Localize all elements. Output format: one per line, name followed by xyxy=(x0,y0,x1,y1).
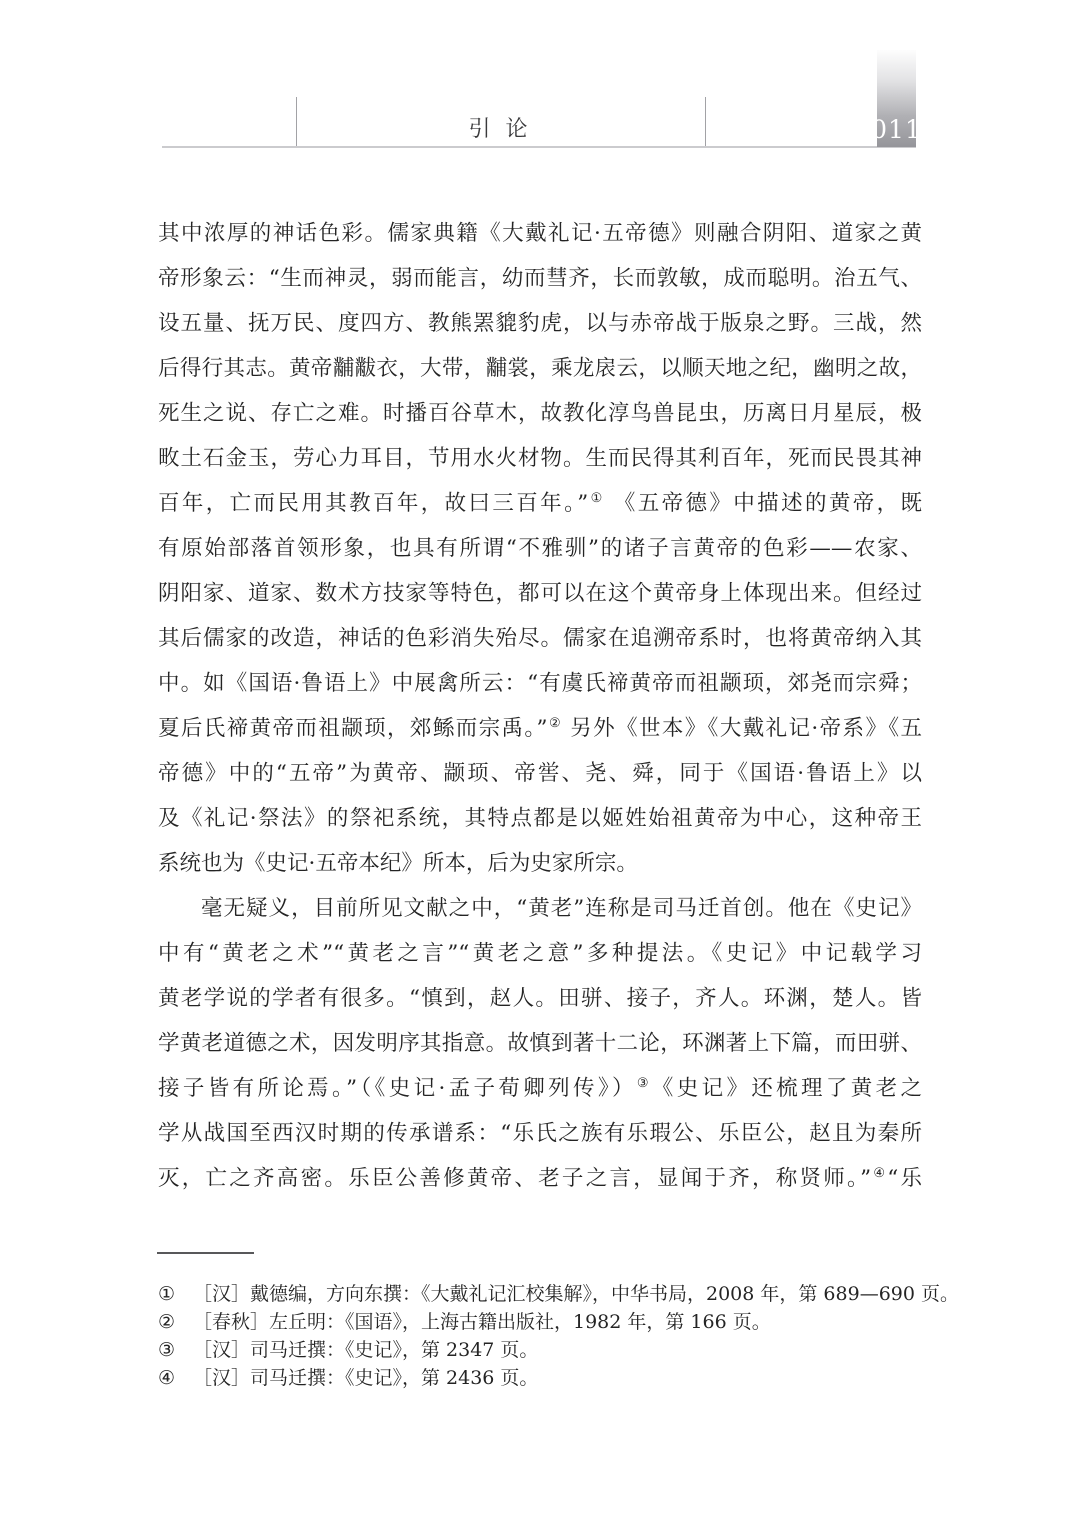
body-line: 设五量、抚万民、度四方、教熊罴貔豹虎，以与赤帝战于版泉之野。三战，然 xyxy=(158,311,922,336)
footnote-text: ［汉］司马迁撰：《史记》，第 2436 页。 xyxy=(193,1367,539,1389)
body-line: 死生之说、存亡之难。时播百谷草木，故教化淳鸟兽昆虫，历离日月星辰，极 xyxy=(158,401,922,426)
body-line: 后得行其志。黄帝黼黻衣，大带，黼裳，乘龙扆云，以顺天地之纪，幽明之故， xyxy=(158,356,922,381)
body-line: 畋土石金玉，劳心力耳目，节用水火材物。生而民得其利百年，死而民畏其神 xyxy=(158,446,922,471)
body-line: 系统也为《史记·五帝本纪》所本，后为史家所宗。 xyxy=(158,851,638,876)
body-line: 灭，亡之齐高密。乐臣公善修黄帝、老子之言，显闻于齐，称贤师。”④“乐 xyxy=(158,1166,923,1191)
header-rule xyxy=(162,146,916,148)
body-line: 有原始部落首领形象，也具有所谓“不雅驯”的诸子言黄帝的色彩——农家、 xyxy=(158,536,922,561)
body-line: 夏后氏禘黄帝而祖颛顼，郊鲧而宗禹。”② 另外《世本》《大戴礼记·帝系》《五 xyxy=(158,716,923,741)
footnote-item xyxy=(158,1336,930,1364)
body-line: 毫无疑义，目前所见文献之中，“黄老”连称是司马迁首创。他在《史记》 xyxy=(201,896,922,921)
body-text xyxy=(158,211,922,1201)
body-line: 中有“黄老之术”“黄老之言”“黄老之意”多种提法。《史记》中记载学习 xyxy=(158,941,922,966)
footnote-text: ［春秋］左丘明：《国语》，上海古籍出版社，1982 年，第 166 页。 xyxy=(193,1311,771,1333)
footnote-item xyxy=(158,1308,930,1336)
page-number-badge xyxy=(871,50,922,147)
running-head-title: 引 论 xyxy=(468,117,532,142)
footnote-marker: ③ xyxy=(158,1339,176,1361)
footnote-divider xyxy=(157,1252,254,1254)
body-line: 接子皆有所论焉。”（《史记·孟子荀卿列传》）③《史记》还梳理了黄老之 xyxy=(158,1076,922,1101)
body-line: 帝形象云：“生而神灵，弱而能言，幼而彗齐，长而敦敏，成而聪明。治五气、 xyxy=(158,266,922,291)
body-line: 学黄老道德之术，因发明序其指意。故慎到著十二论，环渊著上下篇，而田骈、 xyxy=(158,1031,922,1056)
body-line: 百年，亡而民用其教百年，故曰三百年。”① 《五帝德》中描述的黄帝，既 xyxy=(158,491,922,516)
footnote-text: ［汉］司马迁撰：《史记》，第 2347 页。 xyxy=(193,1339,539,1361)
footnote-marker: ④ xyxy=(158,1367,176,1389)
body-line: 及《礼记·祭法》的祭祀系统，其特点都是以姬姓始祖黄帝为中心，这种帝王 xyxy=(158,806,922,831)
body-line: 帝德》中的“五帝”为黄帝、颛顼、帝喾、尧、舜，同于《国语·鲁语上》以 xyxy=(158,761,922,786)
body-line: 其后儒家的改造，神话的色彩消失殆尽。儒家在追溯帝系时，也将黄帝纳入其 xyxy=(158,626,922,651)
header-tick-left xyxy=(296,97,297,146)
page-number: 011 xyxy=(871,115,922,144)
footnote-text: ［汉］戴德编，方向东撰：《大戴礼记汇校集解》，中华书局，2008 年，第 689—690 页。 xyxy=(193,1283,960,1305)
body-line: 学从战国至西汉时期的传承谱系：“乐氏之族有乐瑕公、乐臣公，赵且为秦所 xyxy=(158,1121,922,1146)
footnote-marker: ② xyxy=(158,1311,176,1333)
body-line: 中。如《国语·鲁语上》中展禽所云：“有虞氏禘黄帝而祖颛顼，郊尧而宗舜； xyxy=(158,671,922,696)
body-line: 其中浓厚的神话色彩。儒家典籍《大戴礼记·五帝德》则融合阴阳、道家之黄 xyxy=(158,221,922,246)
body-line: 黄老学说的学者有很多。“慎到，赵人。田骈、接子，齐人。环渊，楚人。皆 xyxy=(158,986,922,1011)
footnote-marker: ① xyxy=(158,1283,176,1305)
footnotes xyxy=(158,1280,960,1392)
footnote-item xyxy=(158,1364,930,1392)
footnote-item xyxy=(158,1280,960,1308)
body-line: 阴阳家、道家、数术方技家等特色，都可以在这个黄帝身上体现出来。但经过 xyxy=(158,581,922,606)
header-tick-right xyxy=(705,97,706,146)
